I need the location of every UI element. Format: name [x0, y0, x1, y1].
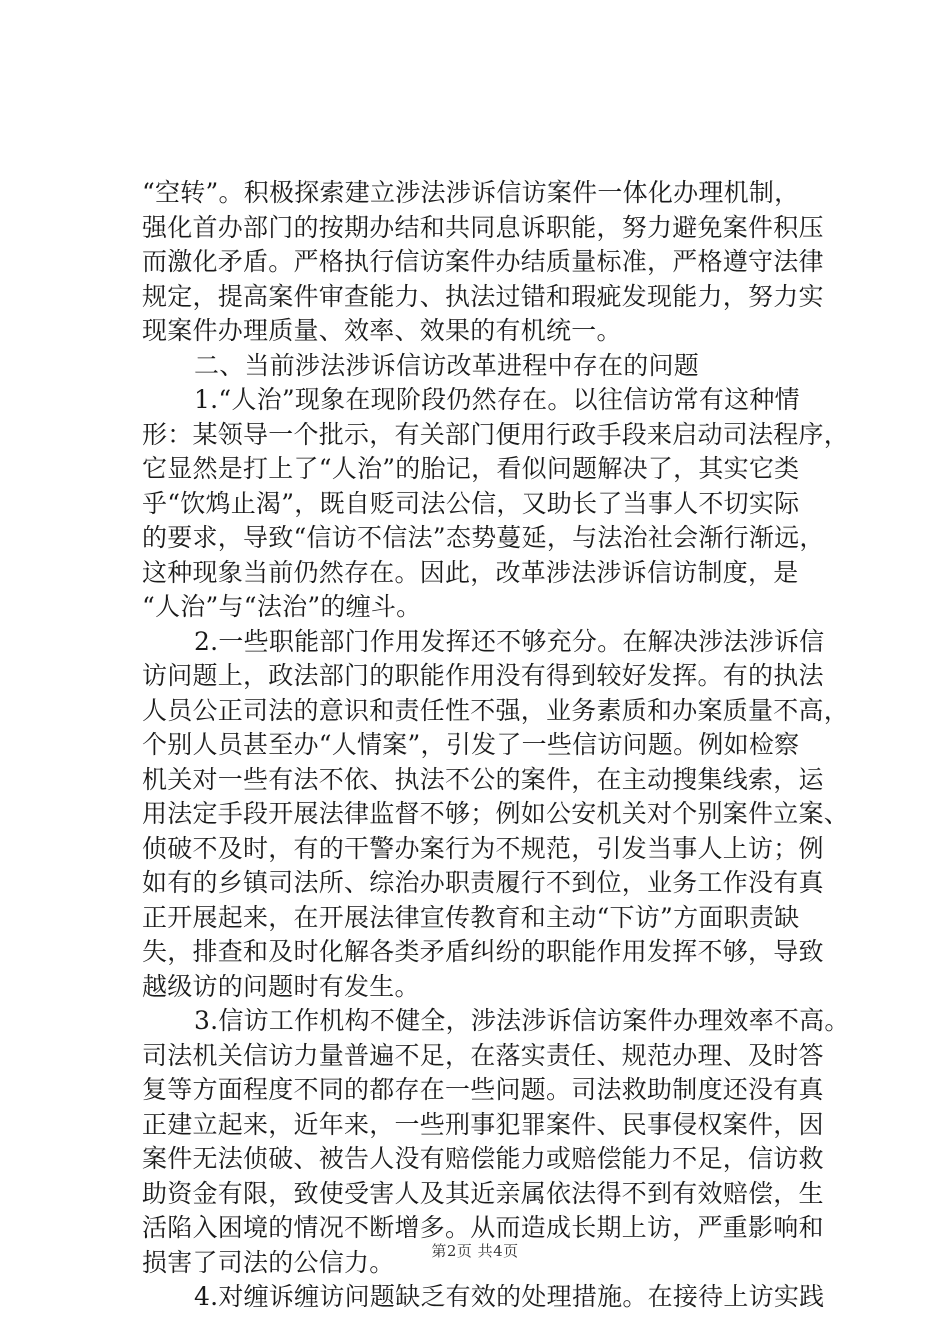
- text-line: 1.“人治”现象在现阶段仍然存在。以往信访常有这种情: [194, 385, 800, 414]
- text-line: 规定，提高案件审查能力、执法过错和瑕疵发现能力，努力实: [142, 281, 824, 311]
- text-line: 如有的乡镇司法所、综治办职责履行不到位，业务工作没有真: [142, 868, 824, 897]
- text-line: 活陷入困境的情况不断增多。从而造成长期上访，严重影响和: [142, 1213, 824, 1242]
- text-line: 形：某领导一个批示，有关部门便用行政手段来启动司法程序，: [142, 419, 850, 449]
- text-line: 正开展起来，在开展法律宣传教育和主动“下访”方面职责缺: [142, 902, 800, 932]
- text-line: 司法机关信访力量普遍不足，在落实责任、规范办理、及时答: [142, 1040, 824, 1070]
- text-line: 正建立起来，近年来，一些刑事犯罪案件、民事侵权案件，因: [142, 1109, 824, 1139]
- text-line: 越级访的问题时有发生。: [142, 971, 420, 1001]
- text-line: 侦破不及时，有的干警办案行为不规范，引发当事人上访；例: [142, 833, 824, 863]
- text-line: 访问题上，政法部门的职能作用没有得到较好发挥。有的执法: [142, 661, 824, 690]
- text-line: 复等方面程度不同的都存在一些问题。司法救助制度还没有真: [142, 1075, 824, 1104]
- text-line: 人员公正司法的意识和责任性不强，业务素质和办案质量不高，: [142, 695, 850, 725]
- text-line: 乎“饮鸩止渴”，既自贬司法公信，又助长了当事人不切实际: [142, 488, 800, 518]
- text-line: 失，排查和及时化解各类矛盾纠纷的职能作用发挥不够，导致: [142, 937, 824, 966]
- text-line: 它显然是打上了“人治”的胎记，看似问题解决了，其实它类: [142, 454, 800, 483]
- section-heading: 二、当前涉法涉诉信访改革进程中存在的问题: [194, 350, 700, 380]
- body-text: [142, 176, 850, 1315]
- text-line: 这种现象当前仍然存在。因此，改革涉法涉诉信访制度，是: [142, 557, 799, 587]
- text-line: 4.对缠诉缠访问题缺乏有效的处理措施。在接待上访实践: [194, 1282, 825, 1311]
- text-line: 的要求，导致“信访不信法”态势蔓延，与法治社会渐行渐远，: [142, 523, 825, 552]
- text-line: 案件无法侦破、被告人没有赔偿能力或赔偿能力不足，信访救: [142, 1144, 824, 1173]
- text-line: “人治”与“法治”的缠斗。: [142, 592, 422, 621]
- text-line: 个别人员甚至办“人情案”，引发了一些信访问题。例如检察: [142, 730, 800, 759]
- text-line: 机关对一些有法不依、执法不公的案件，在主动搜集线索，运: [142, 764, 824, 794]
- text-line: “空转”。积极探索建立涉法涉诉信访案件一体化办理机制，: [142, 178, 800, 207]
- text-line: 3.信访工作机构不健全，涉法涉诉信访案件办理效率不高。: [194, 1006, 850, 1035]
- text-line: 损害了司法的公信力。: [142, 1247, 395, 1277]
- text-line: 2.一些职能部门作用发挥还不够充分。在解决涉法涉诉信: [194, 626, 825, 656]
- text-line: 助资金有限，致使受害人及其近亲属依法得不到有效赔偿，生: [142, 1178, 824, 1208]
- text-line: 而激化矛盾。严格执行信访案件办结质量标准，严格遵守法律: [142, 247, 824, 276]
- text-line: 强化首办部门的按期办结和共同息诉职能，努力避免案件积压: [142, 212, 824, 242]
- text-line: 现案件办理质量、效率、效果的有机统一。: [142, 316, 622, 345]
- text-line: 用法定手段开展法律监督不够；例如公安机关对个别案件立案、: [142, 799, 850, 828]
- page-footer: 第2页 共4页: [431, 1242, 519, 1260]
